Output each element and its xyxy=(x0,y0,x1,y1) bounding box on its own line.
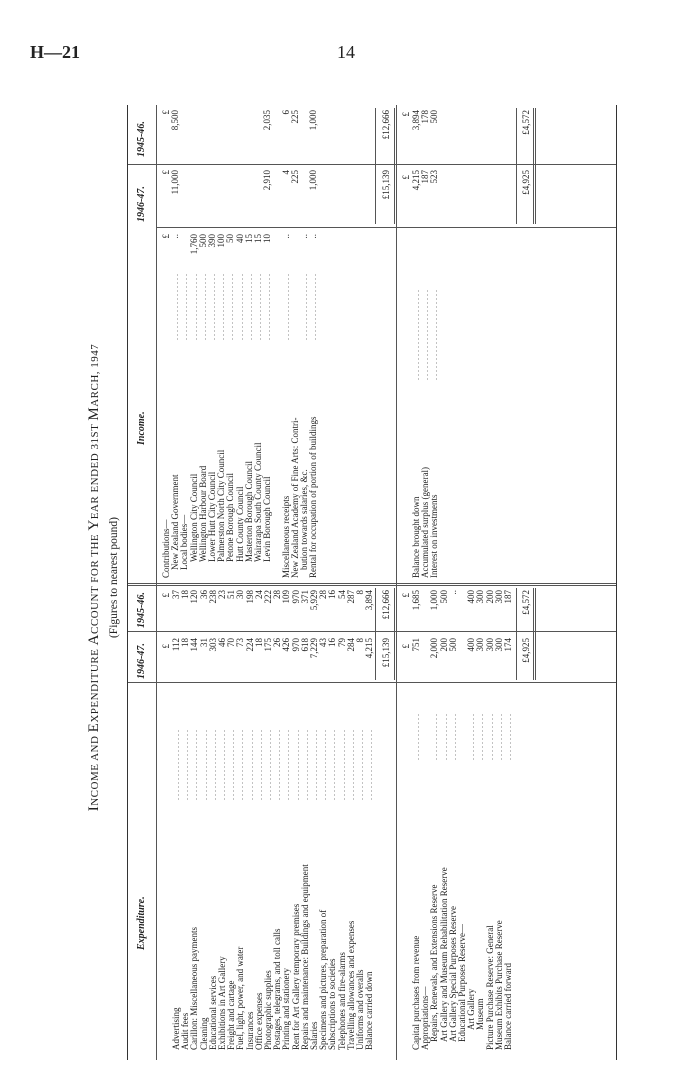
expenditure-label: Cleaning xyxy=(198,1017,209,1050)
expenditure-label: Salaries xyxy=(309,1021,319,1050)
income-label: Petone Borough Council xyxy=(225,473,236,562)
income-value-sub: .. xyxy=(308,234,319,239)
leader-dots: . . . . . . . . . . . . . . . . . . xyxy=(356,730,365,800)
section-rule xyxy=(396,105,397,1060)
expenditure-value-1945-46: 222 xyxy=(263,590,273,604)
expenditure-value-1946-47: 300 xyxy=(484,638,495,652)
expenditure-label: Fuel, light, power, and water xyxy=(235,946,246,1050)
leader-dots: . . . . . . . . . . . . . . . . . . xyxy=(254,730,264,800)
expenditure-value-1946-47: 200 xyxy=(438,638,449,652)
expenditure-label: Repairs, Renewals, and Extensions Reserve xyxy=(429,884,440,1042)
expenditure-value-1946-47: 31 xyxy=(198,638,209,647)
leader-dots: . . . . . . . . . . . . xyxy=(467,714,477,760)
expenditure-value-1945-46: .. xyxy=(447,590,458,595)
expenditure-value-1945-46: 8 xyxy=(355,590,365,595)
expenditure-1946-47-heading: 1946-47. xyxy=(136,643,147,679)
expenditure-label: Art Gallery Special Purposes Reserve xyxy=(447,906,458,1042)
leader-dots: . . . . . . . . . . . . . . . . . xyxy=(171,274,181,340)
leader-dots: . . . . . . . . . . . . xyxy=(494,714,504,760)
income-value-sub: .. xyxy=(280,234,291,239)
leader-dots: . . . . . . . . . . . . . . . . . xyxy=(208,274,217,340)
expenditure-label: Museum xyxy=(475,998,486,1030)
income-value-1945-46: 8,500 xyxy=(170,110,181,131)
expenditure-value-1945-46: 54 xyxy=(336,590,347,599)
income-value-1946-47: 187 xyxy=(420,170,431,184)
income-value-sub: 40 xyxy=(234,234,245,243)
expenditure-value-1946-47: 300 xyxy=(493,638,504,652)
expenditure-value-1946-47: 112 xyxy=(171,638,181,652)
currency-symbol: £ xyxy=(161,593,171,598)
expenditure-label: Educational services xyxy=(207,975,218,1050)
income-total2-1946-47: £4,925 xyxy=(521,170,531,195)
expenditure-value-1945-46: 400 xyxy=(466,590,477,604)
income-value-1945-46: 3,894 xyxy=(411,110,421,131)
leader-dots: . . . . . . . . . . . . . . . . . . xyxy=(264,730,273,800)
income-total2-1945-46: £4,572 xyxy=(521,110,531,135)
leader-dots: . . . . . . . . . . . . . . . . . . xyxy=(365,730,375,800)
expenditure-value-1946-47: 500 xyxy=(447,638,458,652)
expenditure-value-1946-47: 400 xyxy=(466,638,477,652)
expenditure-value-1946-47: 174 xyxy=(503,638,513,652)
rotated-account-table xyxy=(82,85,627,1070)
leader-dots: . . . . . . . . . . . . . . . . . xyxy=(309,274,319,340)
expenditure-value-1946-47: 43 xyxy=(318,638,329,647)
income-value-1946-47: £ xyxy=(161,170,171,175)
expenditure-value-1946-47: 8 xyxy=(355,638,365,643)
income-value-sub: 15 xyxy=(243,234,254,243)
income-value-sub: £ xyxy=(161,234,171,239)
income-value-1945-46: 225 xyxy=(289,110,300,124)
account-table xyxy=(127,105,617,1060)
income-label: Interest on investments xyxy=(429,494,440,578)
income-total-1945-46: £12,666 xyxy=(381,110,391,140)
income-value-1946-47: 4,215 xyxy=(411,170,421,191)
col-divider xyxy=(128,631,616,632)
expenditure-label: Printing and stationery xyxy=(281,968,292,1050)
center-divider xyxy=(128,583,616,586)
expenditure-label: Educational Purposes Reserve— xyxy=(457,924,467,1042)
expenditure-label: Rent for Art Gallery temporary premises xyxy=(290,903,301,1050)
income-heading: Income. xyxy=(136,411,147,445)
expenditure-label: Postages, telegrams, and toll calls xyxy=(272,928,283,1050)
leader-dots: . . . . . . . . . . . . . . . . . . . . . . . xyxy=(421,290,431,380)
subtotal-rule xyxy=(516,588,517,680)
currency-symbol: £ xyxy=(401,593,411,598)
expenditure-value-1946-47: 18 xyxy=(253,638,264,647)
leader-dots: . . . . . . . . . . . . xyxy=(448,714,458,760)
expenditure-value-1945-46: 238 xyxy=(207,590,218,604)
total-rule xyxy=(533,588,536,680)
income-label: Masterton Borough Council xyxy=(243,461,254,562)
leader-dots: . . . . . . . . . . . . . . . . . . xyxy=(172,730,181,800)
expenditure-label: Telephones and fire-alarms xyxy=(336,952,347,1050)
expenditure-label: Freight and cartage xyxy=(226,980,237,1050)
income-label: Wellington Harbour Board xyxy=(197,465,208,562)
leader-dots: . . . . . . . . . . . . . . . . . . xyxy=(181,730,191,800)
leader-dots: . . . . . . . . . . . . . . . . . xyxy=(263,274,273,340)
expenditure-value-1945-46: 120 xyxy=(189,590,200,604)
leader-dots: . . . . . . . . . . . . . . . . . . xyxy=(236,730,246,800)
expenditure-label: Repairs and maintenance: Buildings and equipment xyxy=(299,864,310,1050)
leader-dots: . . . . . . . . . . . . . . . . . . xyxy=(245,730,255,800)
expenditure-value-1945-46: 24 xyxy=(253,590,264,599)
leader-dots: . . . . . . . . . . . . . . . . . . xyxy=(319,730,329,800)
income-value-1946-47: 523 xyxy=(429,170,440,184)
leader-dots: . . . . . . . . . . . . . . . . . xyxy=(281,274,291,340)
expenditure-value-1945-46: 200 xyxy=(484,590,495,604)
expenditure-label: Photographic supplies xyxy=(263,970,273,1050)
expenditure-heading: Expenditure. xyxy=(136,896,147,950)
income-label: Hutt County Council xyxy=(234,486,245,562)
leader-dots: . . . . . . . . . . . . xyxy=(439,714,449,760)
expenditure-value-1945-46: 23 xyxy=(217,590,227,599)
income-label: Palmerston North City Council xyxy=(216,449,227,562)
page-number: 14 xyxy=(337,42,355,62)
income-label: Local bodies— xyxy=(179,514,190,570)
income-label: New Zealand Academy of Fine Arts: Contri- xyxy=(289,417,300,578)
expenditure-value-1946-47: 26 xyxy=(272,638,283,647)
expenditure-value-1946-47: 2,000 xyxy=(429,638,440,659)
leader-dots: . . . . . . . . . . . . . . . . . xyxy=(254,274,263,340)
expenditure-value-1945-46: 1,685 xyxy=(411,590,421,611)
total-rule xyxy=(394,108,397,224)
income-1945-46-heading: 1945-46. xyxy=(136,121,147,157)
leader-dots: . . . . . . . . . . . . . . . . . . xyxy=(218,730,227,800)
income-value-1946-47: 1,000 xyxy=(308,170,319,191)
currency-symbol: £ xyxy=(401,644,411,649)
expenditure-label: Carillon: Miscellaneous payments xyxy=(189,927,200,1050)
leader-dots: . . . . . . . . . . . . . . . . . . xyxy=(291,730,301,800)
expenditure-label: Subscriptions to societies xyxy=(327,958,338,1050)
expenditure-value-1946-47: 300 xyxy=(475,638,486,652)
income-label: bution towards salaries, &c. xyxy=(299,469,309,570)
expenditure-value-1945-46: 300 xyxy=(493,590,504,604)
leader-dots: . . . . . . . . . . . . . . . . . xyxy=(300,274,309,340)
income-label: Contributions— xyxy=(161,519,171,578)
expenditure-value-1945-46: 36 xyxy=(198,590,209,599)
expenditure-value-1946-47: 70 xyxy=(226,638,237,647)
expenditure-label: Travelling allowances and expenses xyxy=(345,920,356,1050)
expenditure-value-1946-47: 16 xyxy=(327,638,338,647)
expenditure-value-1945-46: 970 xyxy=(290,590,301,604)
expenditure-value-1946-47: 46 xyxy=(217,638,227,647)
expenditure-label: Museum Exhibits Purchase Reserve xyxy=(493,920,504,1050)
currency-symbol: £ xyxy=(401,112,411,117)
leader-dots: . . . . . . . . . . . . xyxy=(476,714,486,760)
expenditure-value-1946-47: 970 xyxy=(290,638,301,652)
expenditure-value-1945-46: 5,929 xyxy=(309,590,319,611)
expenditure-value-1946-47: 7,229 xyxy=(309,638,319,659)
expenditure-total2-1945-46: £4,572 xyxy=(521,590,531,615)
expenditure-total-1946-47: £15,139 xyxy=(381,638,391,668)
expenditure-value-1945-46: 300 xyxy=(475,590,486,604)
leader-dots: . . . . . . . . . . . . . . . . . xyxy=(226,274,236,340)
leader-dots: . . . . . . . . . . . . . . . . . xyxy=(180,274,190,340)
expenditure-value-1945-46: 371 xyxy=(299,590,310,604)
expenditure-value-1945-46: 28 xyxy=(318,590,329,599)
expenditure-value-1946-47: 224 xyxy=(244,638,255,652)
leader-dots: . . . . . . . . . . . . . . . . . . xyxy=(346,730,356,800)
income-label: Wairarapa South County Council xyxy=(253,442,263,562)
expenditure-value-1945-46: 16 xyxy=(327,590,338,599)
income-1946-47-heading: 1946-47. xyxy=(136,186,147,222)
page-subtitle: (Figures to nearest pound) xyxy=(108,516,120,639)
expenditure-value-1945-46: 37 xyxy=(171,590,181,599)
expenditure-value-1946-47: 73 xyxy=(235,638,246,647)
income-total-1946-47: £15,139 xyxy=(381,170,391,200)
expenditure-value-1946-47: 18 xyxy=(180,638,191,647)
currency-symbol: £ xyxy=(161,644,171,649)
expenditure-label: Balance carried forward xyxy=(503,963,513,1050)
subtotal-rule xyxy=(375,588,376,680)
leader-dots: . . . . . . . . . . . . xyxy=(430,714,440,760)
expenditure-value-1945-46: 287 xyxy=(345,590,356,604)
income-value-sub: .. xyxy=(170,234,181,239)
page-title: INCOME AND EXPENDITURE ACCOUNT FOR THE YEAR ENDED 31ST MARCH, 1947 xyxy=(86,343,102,812)
income-label: Miscellaneous receipts xyxy=(280,495,291,578)
expenditure-label: Capital purchases from revenue xyxy=(411,935,421,1050)
leader-dots: . . . . . . . . . . . . . . . . . . xyxy=(208,730,218,800)
expenditure-value-1945-46: 198 xyxy=(244,590,255,604)
col-divider xyxy=(128,682,616,683)
income-value-sub: 500 xyxy=(197,234,208,248)
income-label: New Zealand Government xyxy=(170,474,181,570)
income-value-1945-46: 178 xyxy=(420,110,431,124)
expenditure-value-1946-47: 4,215 xyxy=(364,638,375,659)
income-value-1945-46: 500 xyxy=(429,110,440,124)
expenditure-label: Appropriations— xyxy=(420,986,431,1050)
leader-dots: . . . . . . . . . . . . . . . . . xyxy=(189,274,199,340)
col-divider xyxy=(156,227,616,228)
expenditure-value-1945-46: 18 xyxy=(180,590,191,599)
income-value-1945-46: 2,035 xyxy=(262,110,273,131)
expenditure-value-1945-46: 51 xyxy=(226,590,237,599)
leader-dots: . . . . . . . . . . . . . . . . . . xyxy=(227,730,237,800)
total-rule xyxy=(533,108,536,224)
income-value-sub: 1,760 xyxy=(188,234,199,255)
expenditure-label: Specimens and pictures, preparation of xyxy=(318,909,329,1050)
income-value-sub: 50 xyxy=(225,234,236,243)
expenditure-label: Office expenses xyxy=(253,992,264,1050)
currency-symbol: £ xyxy=(401,175,411,180)
leader-dots: . . . . . . . . . . . . xyxy=(504,714,513,760)
leader-dots: . . . . . . . . . . . . xyxy=(412,714,421,760)
income-value-1946-47: 11,000 xyxy=(170,170,181,195)
income-label: Wellington City Council xyxy=(188,473,199,562)
expenditure-label: Advertising xyxy=(171,1007,181,1050)
expenditure-label: Art Gallery and Museum Rehabilitation Reserve xyxy=(438,867,449,1042)
subtotal-rule xyxy=(375,108,376,224)
leader-dots: . . . . . . . . . . . . . . . . . . xyxy=(273,730,283,800)
expenditure-value-1945-46: 30 xyxy=(235,590,246,599)
expenditure-label: Audit fees xyxy=(180,1012,191,1050)
leader-dots: . . . . . . . . . . . . . . . . . xyxy=(244,274,254,340)
income-value-1946-47: 2,910 xyxy=(262,170,273,191)
expenditure-label: Insurances xyxy=(244,1011,255,1050)
expenditure-value-1946-47: 144 xyxy=(189,638,200,652)
expenditure-value-1945-46: 28 xyxy=(272,590,283,599)
expenditure-total2-1946-47: £4,925 xyxy=(521,638,531,663)
expenditure-label: Balance carried down xyxy=(364,971,375,1050)
expenditure-label: Uniforms and overalls xyxy=(355,969,365,1050)
income-value-sub: 15 xyxy=(253,234,263,243)
expenditure-value-1946-47: 175 xyxy=(263,638,273,652)
expenditure-value-1945-46: 187 xyxy=(503,590,513,604)
expenditure-value-1946-47: 751 xyxy=(411,638,421,652)
leader-dots: . . . . . . . . . . . . . . . . . xyxy=(198,274,208,340)
income-value-1945-46: 1,000 xyxy=(308,110,319,131)
leader-dots: . . . . . . . . . . . . xyxy=(485,714,495,760)
leader-dots: . . . . . . . . . . . . . . . . . xyxy=(235,274,245,340)
leader-dots: . . . . . . . . . . . . . . . . . . . . . . . xyxy=(412,290,421,380)
expenditure-value-1946-47: 618 xyxy=(299,638,310,652)
income-value-sub: 390 xyxy=(207,234,217,248)
income-value-sub: .. xyxy=(299,234,309,239)
leader-dots: . . . . . . . . . . . . . . . . . . . . . . . xyxy=(430,290,440,380)
income-label: Levin Borough Council xyxy=(262,476,273,562)
expenditure-1945-46-heading: 1945-46. xyxy=(136,592,147,628)
expenditure-value-1946-47: 426 xyxy=(281,638,292,652)
income-label: Balance brought down xyxy=(411,496,421,578)
income-label: Accumulated surplus (general) xyxy=(420,467,431,578)
expenditure-value-1945-46: 109 xyxy=(281,590,292,604)
subtotal-rule xyxy=(516,108,517,224)
leader-dots: . . . . . . . . . . . . . . . . . . xyxy=(310,730,319,800)
leader-dots: . . . . . . . . . . . . . . . . . . xyxy=(199,730,209,800)
expenditure-label: Art Gallery xyxy=(466,988,477,1030)
income-value-1946-47: 225 xyxy=(289,170,300,184)
leader-dots: . . . . . . . . . . . . . . . . . . xyxy=(282,730,292,800)
expenditure-label: Picture Purchase Reserve: General xyxy=(484,925,495,1050)
expenditure-total-1945-46: £12,666 xyxy=(381,590,391,620)
income-label: Lower Hutt City Council xyxy=(207,471,217,562)
leader-dots: . . . . . . . . . . . . . . . . . . xyxy=(328,730,338,800)
expenditure-value-1945-46: 3,894 xyxy=(364,590,375,611)
expenditure-value-1946-47: 303 xyxy=(207,638,218,652)
leader-dots: . . . . . . . . . . . . . . . . . xyxy=(217,274,227,340)
col-divider xyxy=(128,164,616,165)
income-value-sub: 10 xyxy=(262,234,273,243)
income-value-1945-46: £ xyxy=(161,110,171,115)
expenditure-value-1945-46: 500 xyxy=(438,590,449,604)
leader-dots: . . . . . . . . . . . . . . . . . . xyxy=(337,730,347,800)
expenditure-label: Exhibitions in Art Gallery xyxy=(217,956,227,1050)
leader-dots: . . . . . . . . . . . . . . . . . . xyxy=(190,730,200,800)
income-value-1946-47: 4 xyxy=(280,170,291,175)
income-label: Rental for occupation of portion of buildings xyxy=(308,416,319,578)
document-reference: H—21 xyxy=(30,42,81,62)
leader-dots: . . . . . . . . . . . . . . . . . . xyxy=(300,730,310,800)
expenditure-value-1946-47: 79 xyxy=(336,638,347,647)
income-value-sub: 100 xyxy=(216,234,227,248)
expenditure-value-1945-46: 1,000 xyxy=(429,590,440,611)
expenditure-value-1946-47: 284 xyxy=(345,638,356,652)
income-value-1945-46: 6 xyxy=(280,110,291,115)
